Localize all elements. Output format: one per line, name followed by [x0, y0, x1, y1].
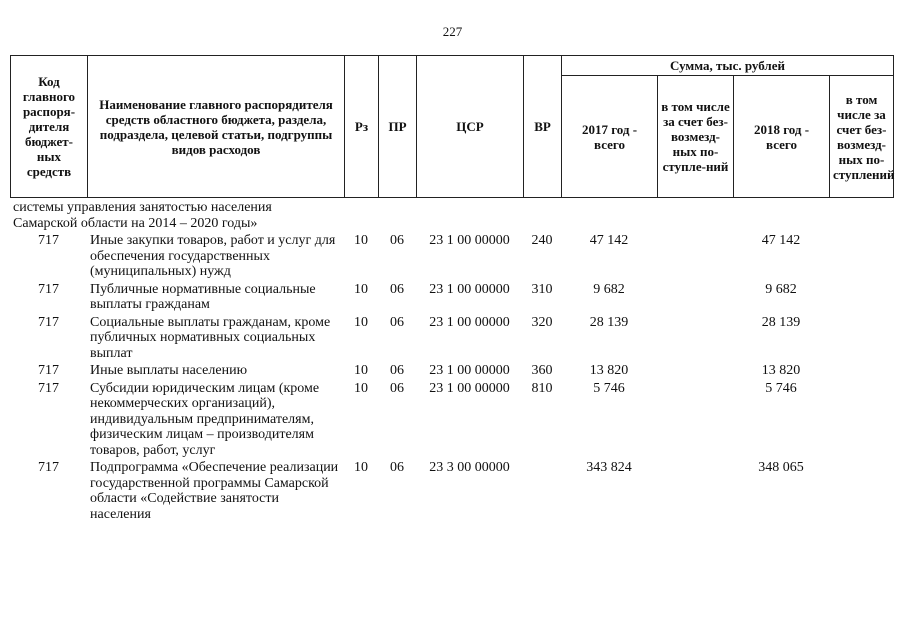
- vr-cell: 320: [531, 314, 553, 330]
- pr-cell: 06: [390, 281, 404, 297]
- vr-cell: 310: [531, 281, 553, 297]
- free-2017-cell: [657, 282, 733, 315]
- header-name: Наименование главного распорядителя средств областного бюджета, раздела, подраздела, целевой статьи, подгруппы видов расходов: [88, 56, 345, 198]
- code-cell: 717: [38, 460, 59, 475]
- header-sum-group: Сумма, тыс. рублей: [562, 56, 894, 76]
- csr-cell: 23 1 00 00000: [429, 380, 510, 396]
- name-cell: Иные закупки товаров, работ и услуг для обеспечения государственных (муниципальных) нужд: [90, 233, 336, 279]
- table-row: [10, 460, 893, 524]
- free-2018-cell: [829, 282, 893, 315]
- total-2017-cell: 13 820: [589, 363, 629, 378]
- vr-cell: [523, 460, 561, 524]
- code-cell: 717: [38, 233, 59, 248]
- header-2018-total: 2018 год - всего: [734, 76, 830, 198]
- free-2018-cell: [829, 381, 893, 461]
- free-2018-cell: [829, 363, 893, 381]
- pr-cell: 06: [390, 460, 404, 475]
- total-2018-cell: 28 139: [761, 314, 801, 330]
- header-csr: ЦСР: [417, 56, 524, 198]
- total-2018-cell: 5 746: [765, 380, 797, 396]
- rz-cell: 10: [354, 233, 368, 248]
- name-cell: Подпрограмма «Обеспечение реализации государственной программы Самарской области «Содействие занятости населения: [90, 460, 339, 522]
- free-2018-cell: [829, 315, 893, 364]
- header-vr: ВР: [524, 56, 562, 198]
- vr-cell: 360: [531, 363, 553, 378]
- header-code: Код главного распоря-дителя бюджет-ных средств: [11, 56, 88, 198]
- csr-cell: 23 1 00 00000: [429, 363, 510, 378]
- total-2017-cell: 343 824: [586, 460, 632, 475]
- free-2017-cell: [657, 381, 733, 461]
- code-cell: 717: [38, 314, 59, 330]
- csr-cell: 23 3 00 00000: [429, 460, 510, 475]
- table-rows: [10, 233, 893, 524]
- free-2017-cell: [657, 363, 733, 381]
- table-row: [10, 363, 893, 381]
- free-2018-cell: [829, 233, 893, 282]
- page-number: 227: [442, 24, 463, 39]
- name-cell: Иные выплаты населению: [90, 363, 248, 378]
- total-2018-cell: 348 065: [758, 460, 804, 475]
- total-2017-cell: 28 139: [589, 314, 629, 330]
- code-cell: 717: [38, 281, 59, 297]
- table-row: [10, 315, 893, 364]
- csr-cell: 23 1 00 00000: [429, 233, 510, 248]
- header-2018-free: в том числе за счет без-возмезд-ных по-ступлений: [830, 76, 894, 198]
- header-pr: ПР: [379, 56, 417, 198]
- free-2017-cell: [657, 315, 733, 364]
- rz-cell: 10: [354, 314, 368, 330]
- table-row: [10, 233, 893, 282]
- code-cell: 717: [38, 363, 59, 378]
- total-2018-cell: 13 820: [761, 363, 801, 378]
- total-2017-cell: 9 682: [593, 281, 625, 297]
- free-2017-cell: [657, 233, 733, 282]
- pr-cell: 06: [390, 233, 404, 248]
- total-2018-cell: 47 142: [761, 233, 801, 248]
- pr-cell: 06: [390, 363, 404, 378]
- total-2017-cell: 5 746: [593, 380, 625, 396]
- name-cell: Публичные нормативные социальные выплаты гражданам: [90, 281, 316, 312]
- free-2017-cell: [657, 460, 733, 524]
- header-rz: Рз: [345, 56, 379, 198]
- rz-cell: 10: [354, 380, 368, 396]
- vr-cell: 240: [531, 233, 553, 248]
- total-2017-cell: 47 142: [589, 233, 629, 248]
- table-row: [10, 282, 893, 315]
- code-cell: 717: [38, 380, 59, 396]
- rz-cell: 10: [354, 281, 368, 297]
- name-cell: Субсидии юридическим лицам (кроме некоммерческих организаций), индивидуальным предпринимателям, физическим лицам – производителям товаров, работ, услуг: [90, 380, 320, 458]
- table-row: [10, 381, 893, 461]
- pr-cell: 06: [390, 380, 404, 396]
- header-2017-total: 2017 год - всего: [562, 76, 658, 198]
- free-2018-cell: [829, 460, 893, 524]
- vr-cell: 810: [531, 380, 553, 396]
- table-body: [10, 200, 893, 524]
- table-header: [10, 55, 894, 198]
- total-2018-cell: 9 682: [765, 281, 797, 297]
- name-cell: Социальные выплаты гражданам, кроме публичных нормативных социальных выплат: [90, 314, 331, 361]
- rz-cell: 10: [354, 460, 368, 475]
- header-2017-free: в том числе за счет без-возмезд-ных по-ступле-ний: [658, 76, 734, 198]
- csr-cell: 23 1 00 00000: [429, 314, 510, 330]
- csr-cell: 23 1 00 00000: [429, 281, 510, 297]
- continuation-row: [10, 200, 893, 233]
- continuation-text: системы управления занятостью населения Самарской области на 2014 – 2020 годы»: [13, 200, 272, 231]
- rz-cell: 10: [354, 363, 368, 378]
- pr-cell: 06: [390, 314, 404, 330]
